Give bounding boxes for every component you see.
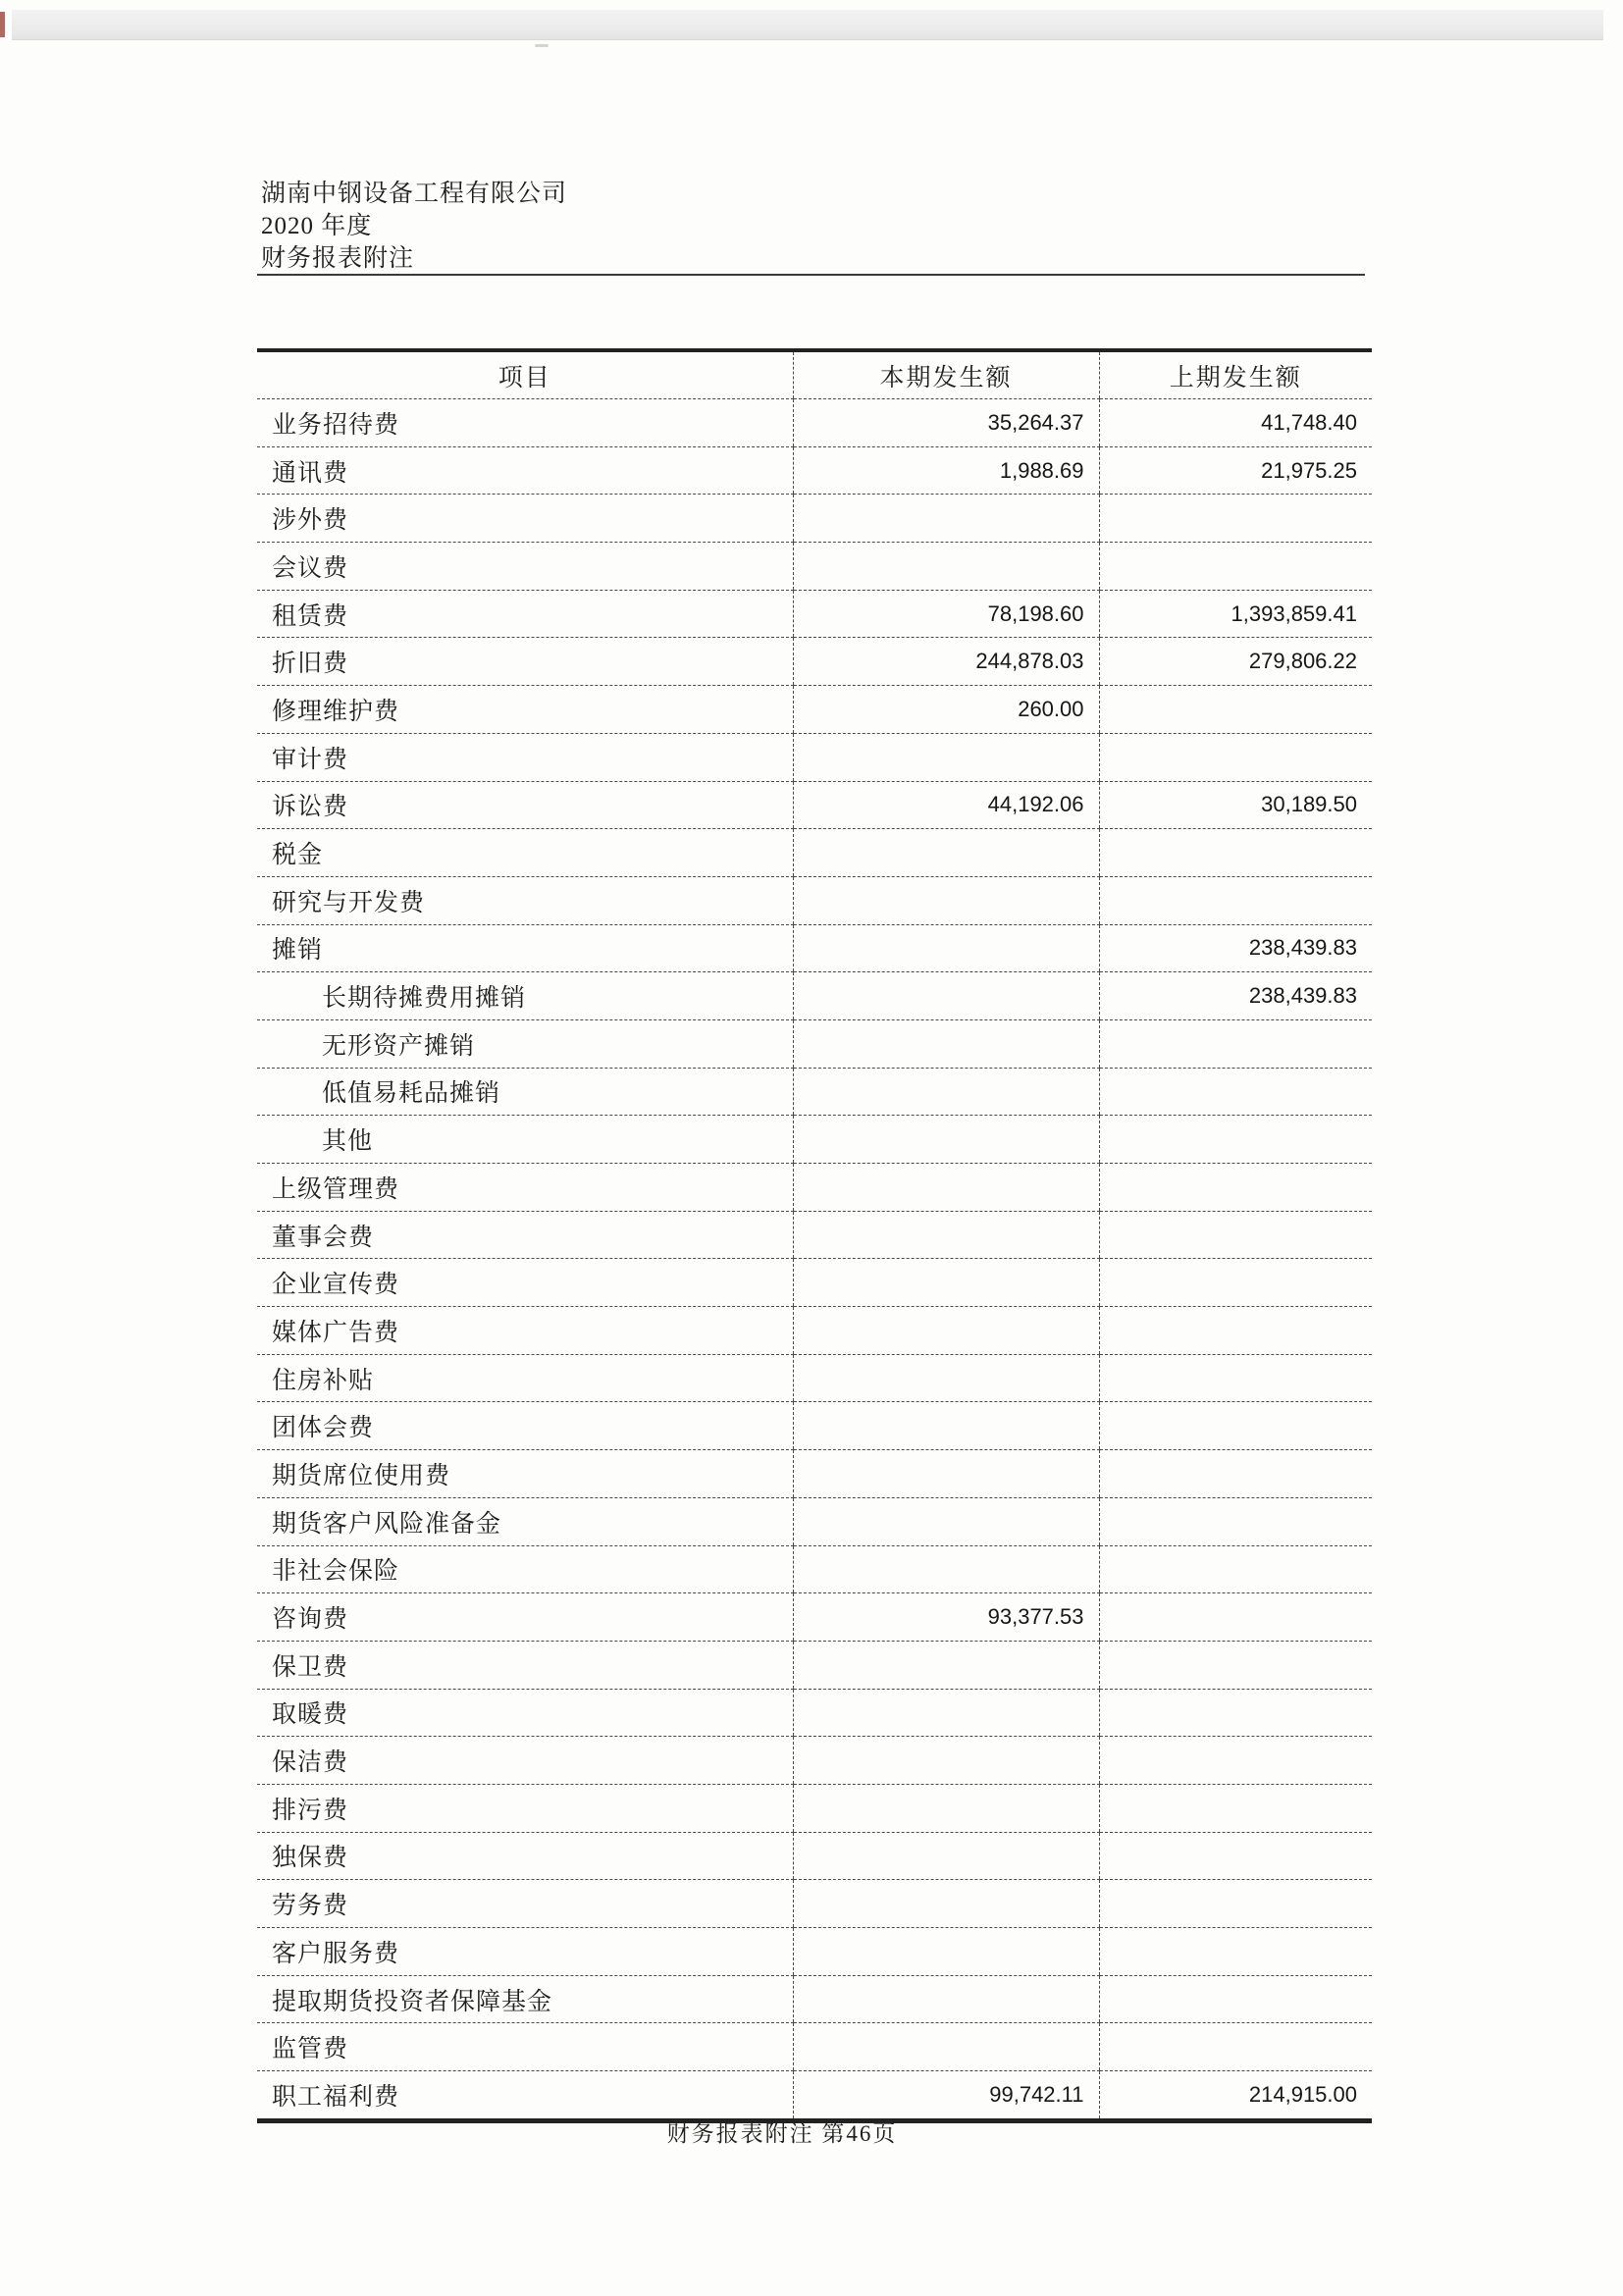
item-cell: 上级管理费 — [257, 1164, 793, 1212]
table-row — [257, 876, 1372, 924]
prior-amount-cell — [1099, 1354, 1372, 1402]
table-row — [257, 1354, 1372, 1402]
item-cell: 通讯费 — [257, 446, 793, 495]
prior-amount-cell — [1099, 1259, 1372, 1307]
item-cell: 排污费 — [257, 1784, 793, 1832]
table-row — [257, 1593, 1372, 1642]
table-row — [257, 638, 1372, 686]
item-cell: 低值易耗品摊销 — [257, 1068, 793, 1116]
table-row — [257, 1259, 1372, 1307]
item-cell: 媒体广告费 — [257, 1307, 793, 1355]
item-cell: 审计费 — [257, 733, 793, 781]
item-cell: 团体会费 — [257, 1402, 793, 1450]
current-amount-cell — [793, 876, 1099, 924]
current-amount-cell — [793, 543, 1099, 591]
prior-amount-cell — [1099, 1784, 1372, 1832]
scan-artifact-strip — [12, 10, 1603, 40]
current-amount-cell: 260.00 — [793, 686, 1099, 734]
item-cell: 独保费 — [257, 1832, 793, 1880]
prior-amount-cell — [1099, 1307, 1372, 1355]
current-amount-cell — [793, 1689, 1099, 1737]
item-cell: 会议费 — [257, 543, 793, 591]
item-cell: 企业宣传费 — [257, 1259, 793, 1307]
table-row — [257, 543, 1372, 591]
table-row — [257, 924, 1372, 972]
page-footer: 财务报表附注 第46页 — [666, 2121, 898, 2146]
current-amount-cell — [793, 1880, 1099, 1928]
fiscal-year: 2020 年度 — [261, 213, 373, 239]
prior-amount-cell — [1099, 1975, 1372, 2023]
document-title: 财务报表附注 — [261, 245, 415, 272]
item-cell: 董事会费 — [257, 1211, 793, 1259]
table-row — [257, 1689, 1372, 1737]
item-cell: 非社会保险 — [257, 1545, 793, 1593]
current-amount-cell — [793, 1068, 1099, 1116]
table-row — [257, 686, 1372, 734]
table-row — [257, 829, 1372, 877]
scan-artifact-speck — [535, 44, 549, 47]
table-row — [257, 1019, 1372, 1068]
prior-amount-cell — [1099, 876, 1372, 924]
prior-amount-cell — [1099, 1593, 1372, 1642]
item-cell: 修理维护费 — [257, 686, 793, 734]
prior-amount-cell — [1099, 686, 1372, 734]
item-cell: 职工福利费 — [257, 2071, 793, 2121]
item-cell: 监管费 — [257, 2023, 793, 2071]
prior-amount-cell: 238,439.83 — [1099, 972, 1372, 1020]
table-row — [257, 1211, 1372, 1259]
table-row — [257, 781, 1372, 829]
item-cell: 税金 — [257, 829, 793, 877]
prior-amount-cell — [1099, 1019, 1372, 1068]
prior-amount-cell — [1099, 733, 1372, 781]
prior-amount-cell: 279,806.22 — [1099, 638, 1372, 686]
table-row — [257, 972, 1372, 1020]
prior-amount-cell — [1099, 1450, 1372, 1498]
expense-table-body — [257, 399, 1372, 2121]
table-row — [257, 2071, 1372, 2121]
table-row — [257, 1068, 1372, 1116]
table-row — [257, 1450, 1372, 1498]
prior-amount-cell: 214,915.00 — [1099, 2071, 1372, 2121]
item-cell: 期货客户风险准备金 — [257, 1497, 793, 1545]
table-row — [257, 1497, 1372, 1545]
prior-amount-cell — [1099, 1832, 1372, 1880]
current-amount-cell — [793, 1497, 1099, 1545]
table-row — [257, 1928, 1372, 1976]
current-amount-cell — [793, 1928, 1099, 1976]
prior-amount-cell — [1099, 2023, 1372, 2071]
prior-amount-cell — [1099, 1880, 1372, 1928]
prior-amount-cell — [1099, 1737, 1372, 1785]
item-cell: 摊销 — [257, 924, 793, 972]
current-amount-cell — [793, 1211, 1099, 1259]
current-amount-cell: 244,878.03 — [793, 638, 1099, 686]
table-row — [257, 1307, 1372, 1355]
prior-amount-cell — [1099, 1497, 1372, 1545]
table-row — [257, 399, 1372, 447]
table-row — [257, 1737, 1372, 1785]
current-amount-cell — [793, 733, 1099, 781]
current-amount-cell — [793, 924, 1099, 972]
item-cell: 涉外费 — [257, 495, 793, 543]
prior-amount-cell: 238,439.83 — [1099, 924, 1372, 972]
item-cell: 租赁费 — [257, 590, 793, 638]
prior-amount-cell — [1099, 1545, 1372, 1593]
current-amount-cell — [793, 1019, 1099, 1068]
item-cell: 保洁费 — [257, 1737, 793, 1785]
prior-amount-cell — [1099, 1402, 1372, 1450]
current-amount-cell: 44,192.06 — [793, 781, 1099, 829]
prior-amount-cell — [1099, 1164, 1372, 1212]
current-amount-cell — [793, 1402, 1099, 1450]
item-cell: 咨询费 — [257, 1593, 793, 1642]
current-amount-cell — [793, 1450, 1099, 1498]
table-row — [257, 1880, 1372, 1928]
table-row — [257, 446, 1372, 495]
table-row — [257, 1116, 1372, 1164]
prior-amount-cell — [1099, 1689, 1372, 1737]
item-cell: 住房补贴 — [257, 1354, 793, 1402]
current-amount-cell: 99,742.11 — [793, 2071, 1099, 2121]
column-header-current-period: 本期发生额 — [793, 350, 1099, 399]
prior-amount-cell — [1099, 1116, 1372, 1164]
current-amount-cell — [793, 1975, 1099, 2023]
current-amount-cell — [793, 1164, 1099, 1212]
scan-artifact-red-edge — [0, 12, 5, 37]
header-divider — [257, 274, 1365, 276]
item-cell: 期货席位使用费 — [257, 1450, 793, 1498]
table-row — [257, 2023, 1372, 2071]
current-amount-cell: 78,198.60 — [793, 590, 1099, 638]
expense-table — [257, 348, 1372, 2123]
company-name: 湖南中钢设备工程有限公司 — [261, 181, 568, 207]
current-amount-cell — [793, 1259, 1099, 1307]
current-amount-cell — [793, 972, 1099, 1020]
item-cell: 业务招待费 — [257, 399, 793, 447]
current-amount-cell — [793, 1784, 1099, 1832]
current-amount-cell — [793, 1641, 1099, 1689]
prior-amount-cell: 1,393,859.41 — [1099, 590, 1372, 638]
current-amount-cell — [793, 1307, 1099, 1355]
item-cell: 提取期货投资者保障基金 — [257, 1975, 793, 2023]
prior-amount-cell: 21,975.25 — [1099, 446, 1372, 495]
table-row — [257, 1641, 1372, 1689]
column-header-prior-period: 上期发生额 — [1099, 350, 1372, 399]
table-row — [257, 733, 1372, 781]
current-amount-cell — [793, 1737, 1099, 1785]
table-row — [257, 1784, 1372, 1832]
prior-amount-cell: 30,189.50 — [1099, 781, 1372, 829]
current-amount-cell: 93,377.53 — [793, 1593, 1099, 1642]
document-header — [261, 178, 567, 275]
item-cell: 其他 — [257, 1116, 793, 1164]
prior-amount-cell — [1099, 1928, 1372, 1976]
prior-amount-cell: 41,748.40 — [1099, 399, 1372, 447]
current-amount-cell — [793, 829, 1099, 877]
prior-amount-cell — [1099, 543, 1372, 591]
table-row — [257, 1545, 1372, 1593]
current-amount-cell — [793, 2023, 1099, 2071]
current-amount-cell: 1,988.69 — [793, 446, 1099, 495]
column-header-item: 项目 — [257, 350, 793, 399]
table-header-row — [257, 350, 1372, 399]
item-cell: 研究与开发费 — [257, 876, 793, 924]
item-cell: 诉讼费 — [257, 781, 793, 829]
expense-table-header — [257, 350, 1372, 399]
item-cell: 折旧费 — [257, 638, 793, 686]
table-row — [257, 1402, 1372, 1450]
item-cell: 无形资产摊销 — [257, 1019, 793, 1068]
prior-amount-cell — [1099, 1211, 1372, 1259]
prior-amount-cell — [1099, 1641, 1372, 1689]
current-amount-cell — [793, 1832, 1099, 1880]
prior-amount-cell — [1099, 829, 1372, 877]
table-row — [257, 1832, 1372, 1880]
item-cell: 劳务费 — [257, 1880, 793, 1928]
current-amount-cell — [793, 1545, 1099, 1593]
current-amount-cell — [793, 1116, 1099, 1164]
prior-amount-cell — [1099, 1068, 1372, 1116]
item-cell: 客户服务费 — [257, 1928, 793, 1976]
current-amount-cell — [793, 495, 1099, 543]
table-row — [257, 495, 1372, 543]
item-cell: 保卫费 — [257, 1641, 793, 1689]
table-row — [257, 1975, 1372, 2023]
table-row — [257, 590, 1372, 638]
current-amount-cell — [793, 1354, 1099, 1402]
current-amount-cell: 35,264.37 — [793, 399, 1099, 447]
table-row — [257, 1164, 1372, 1212]
item-cell: 取暖费 — [257, 1689, 793, 1737]
item-cell: 长期待摊费用摊销 — [257, 972, 793, 1020]
prior-amount-cell — [1099, 495, 1372, 543]
